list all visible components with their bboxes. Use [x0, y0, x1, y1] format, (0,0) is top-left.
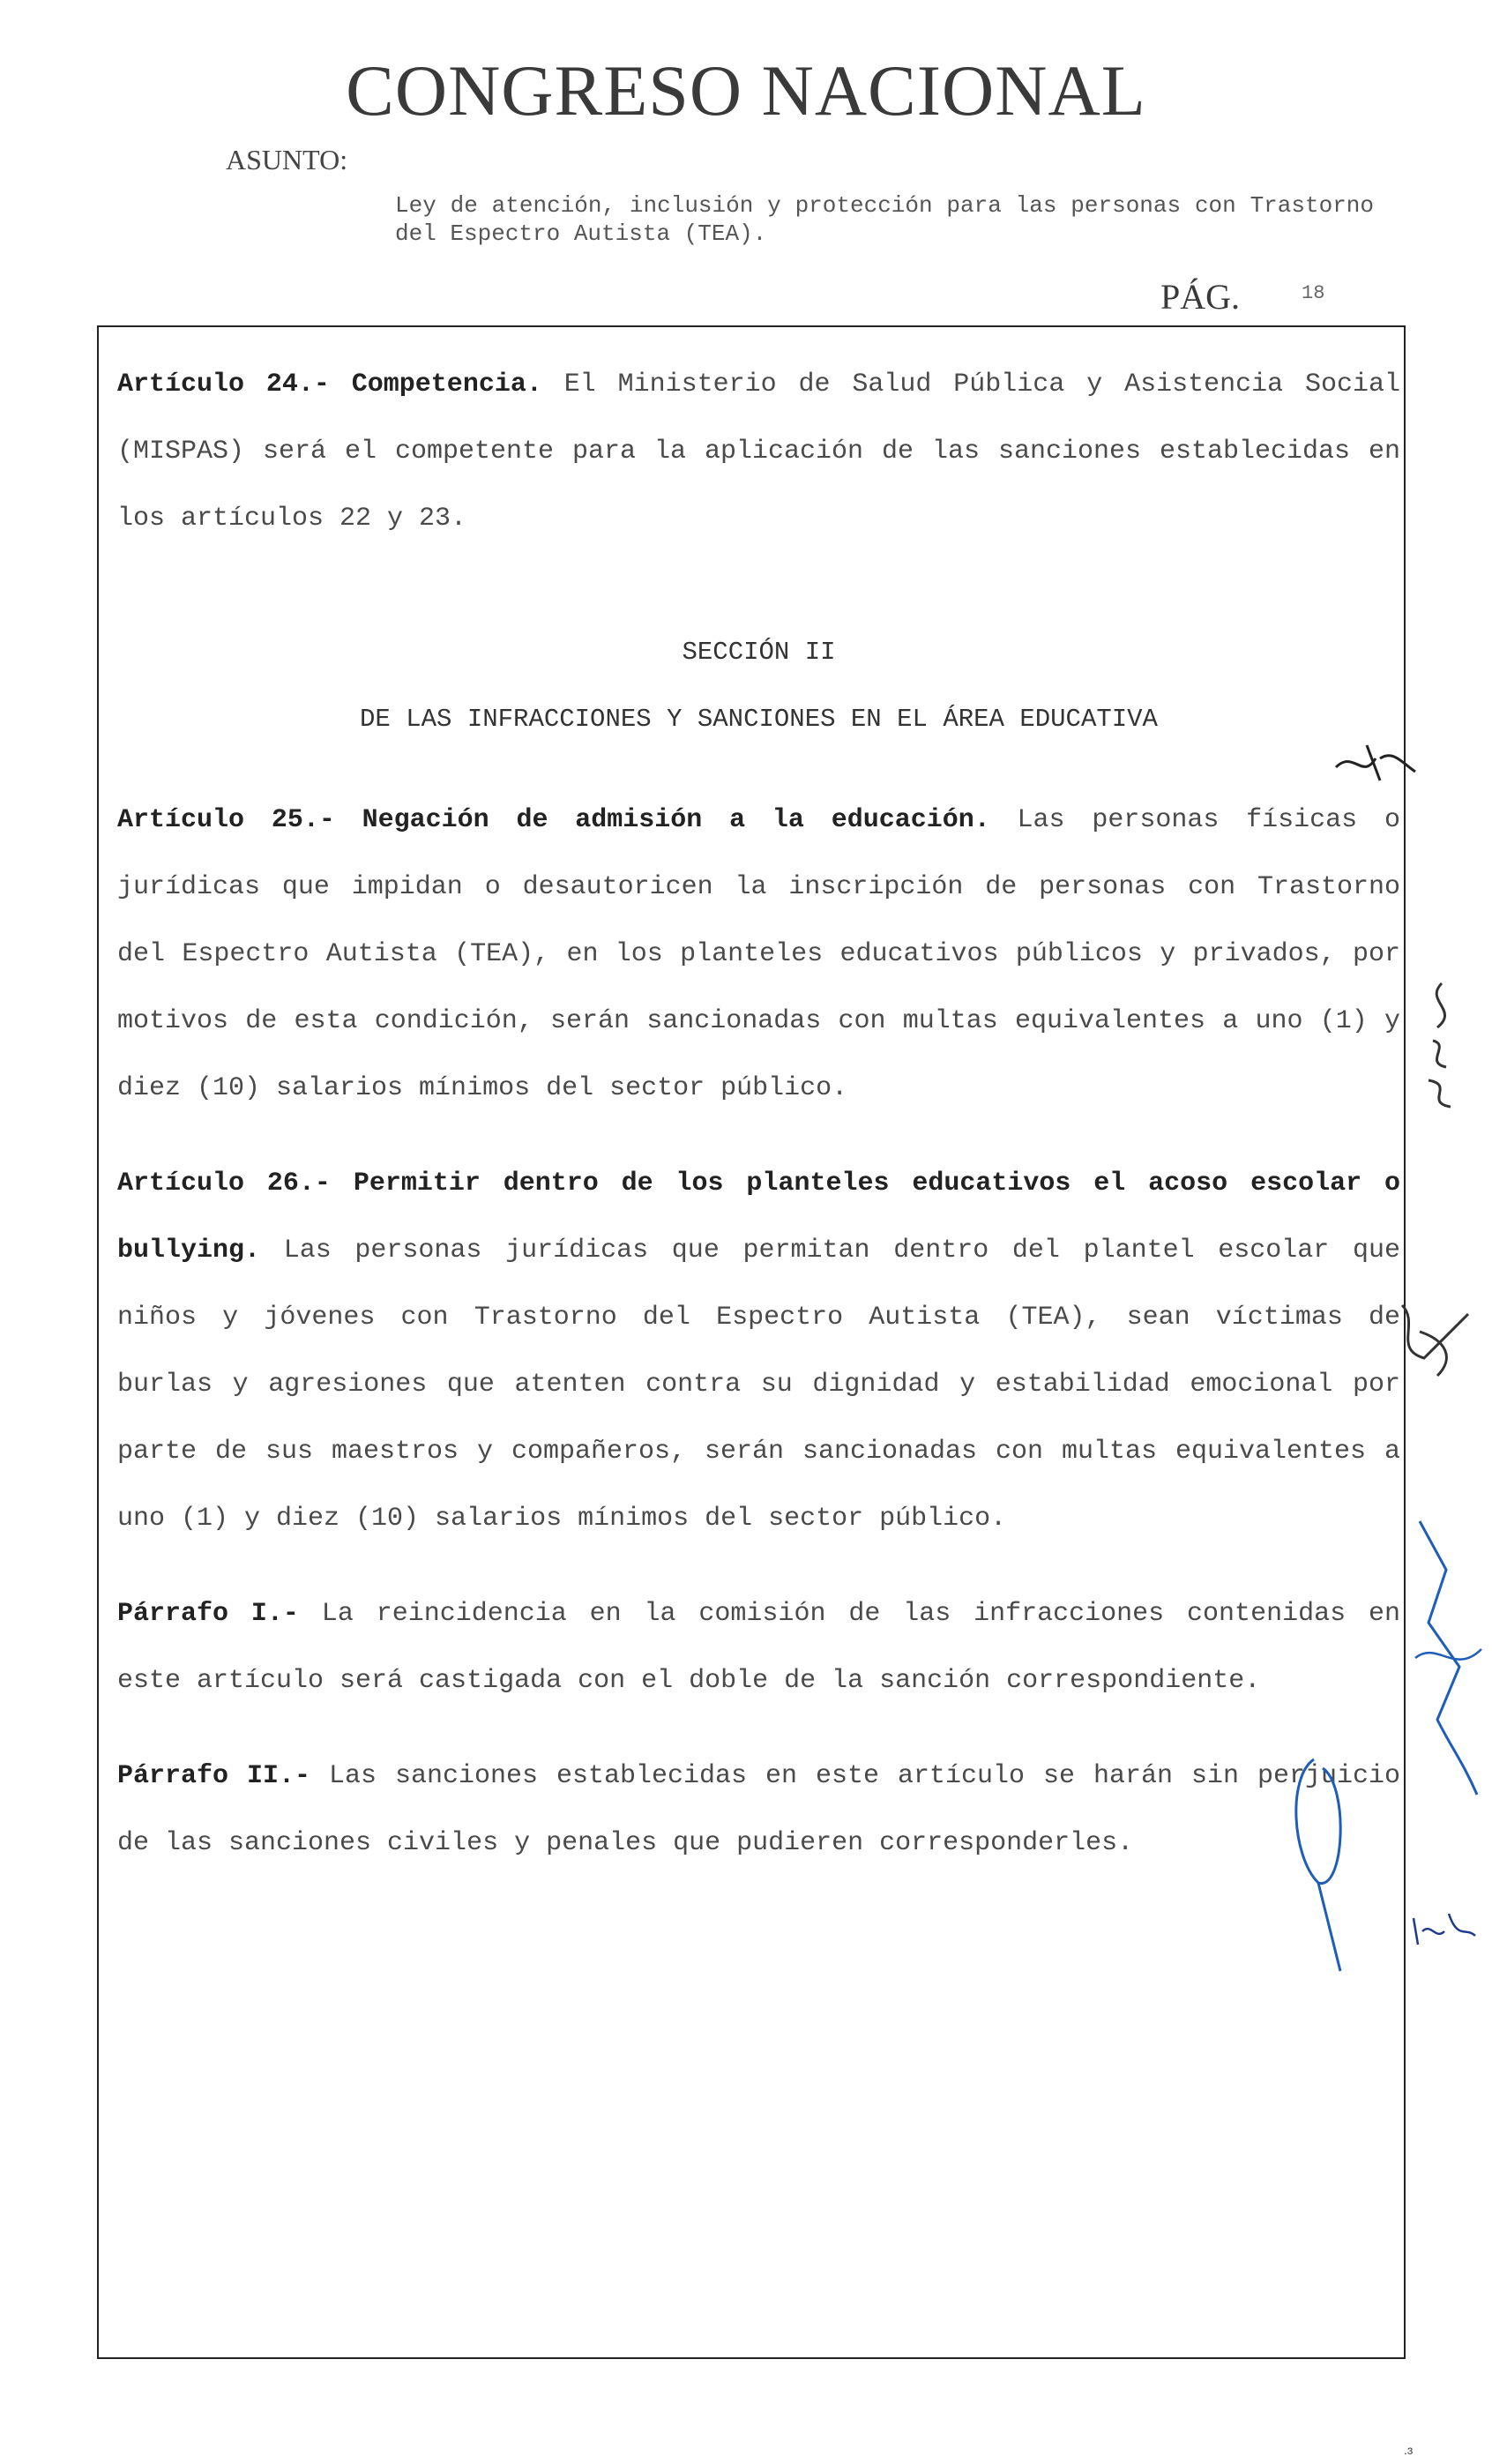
article-25-heading: Artículo 25.- Negación de admisión a la educación. — [117, 805, 990, 835]
paragraph-2-heading: Párrafo II.- — [117, 1761, 311, 1791]
center-signature-blue — [1279, 1751, 1358, 1980]
page-header-title: CONGRESO NACIONAL — [346, 50, 1146, 131]
paragraph-1-heading: Párrafo I.- — [117, 1599, 299, 1629]
paragraph-2-text: Las sanciones establecidas en este artículo se harán sin perjuicio de las sanciones civiles y penales que pudieren corresponderles. — [117, 1761, 1400, 1858]
paragraph-1-text: La reincidencia en la comisión de las infracciones contenidas en este artículo será castigada con el doble de la sanción correspondiente. — [117, 1599, 1400, 1696]
handwritten-initial-mark — [1332, 741, 1420, 794]
article-24-heading: Artículo 24.- Competencia. — [117, 370, 542, 399]
section-subtitle: DE LAS INFRACCIONES Y SANCIONES EN EL ÁREA EDUCATIVA — [360, 705, 1158, 734]
article-25-text: Las personas físicas o jurídicas que impidan o desautoricen la inscripción de personas con Trastorno del Espectro Autista (TEA), en los planteles educativos públicos y privados, por motivos de esta condición, serán sancionadas con multas equivalentes a uno (1) y diez (10) salarios mínimos del sector público. — [117, 805, 1400, 1103]
paragraph-2 — [117, 1743, 1400, 1877]
document-content — [117, 351, 1400, 1877]
page-label: PÁG. — [1160, 277, 1241, 317]
article-25 — [117, 787, 1400, 1122]
footer-mark: .ɜ — [1404, 2443, 1414, 2457]
margin-signature-blue — [1411, 1517, 1490, 1799]
asunto-label: ASUNTO: — [226, 144, 348, 175]
section-title: SECCIÓN II — [682, 638, 836, 667]
margin-signature-black — [1415, 979, 1468, 1111]
article-26-text: Las personas jurídicas que permitan dentro del plantel escolar que niños y jóvenes con Trastorno del Espectro Autista (TEA), sean víctimas de burlas y agresiones que atenten contra su dignidad y estabilidad emocional por parte de sus maestros y compañeros, serán sancionadas con multas equivalentes a uno (1) y diez (10) salarios mínimos del sector público. — [117, 1236, 1400, 1534]
article-24-text: El Ministerio de Salud Pública y Asistencia Social (MISPAS) será el competente para la aplicación de las sanciones establecidas en los artículos 22 y 23. — [117, 370, 1401, 534]
article-26 — [117, 1150, 1400, 1552]
margin-initials-small — [1409, 1905, 1480, 1958]
article-24 — [117, 351, 1400, 552]
article-26-heading: Artículo 26.- Permitir dentro de los planteles educativos el acoso escolar o bullying. — [117, 1169, 1400, 1266]
page-number: 18 — [1302, 282, 1325, 304]
paragraph-1 — [117, 1580, 1400, 1714]
asunto-text: Ley de atención, inclusión y protección para las personas con Trastorno del Espectro Autista (TEA). — [395, 192, 1374, 247]
margin-initials-black — [1384, 1296, 1481, 1385]
